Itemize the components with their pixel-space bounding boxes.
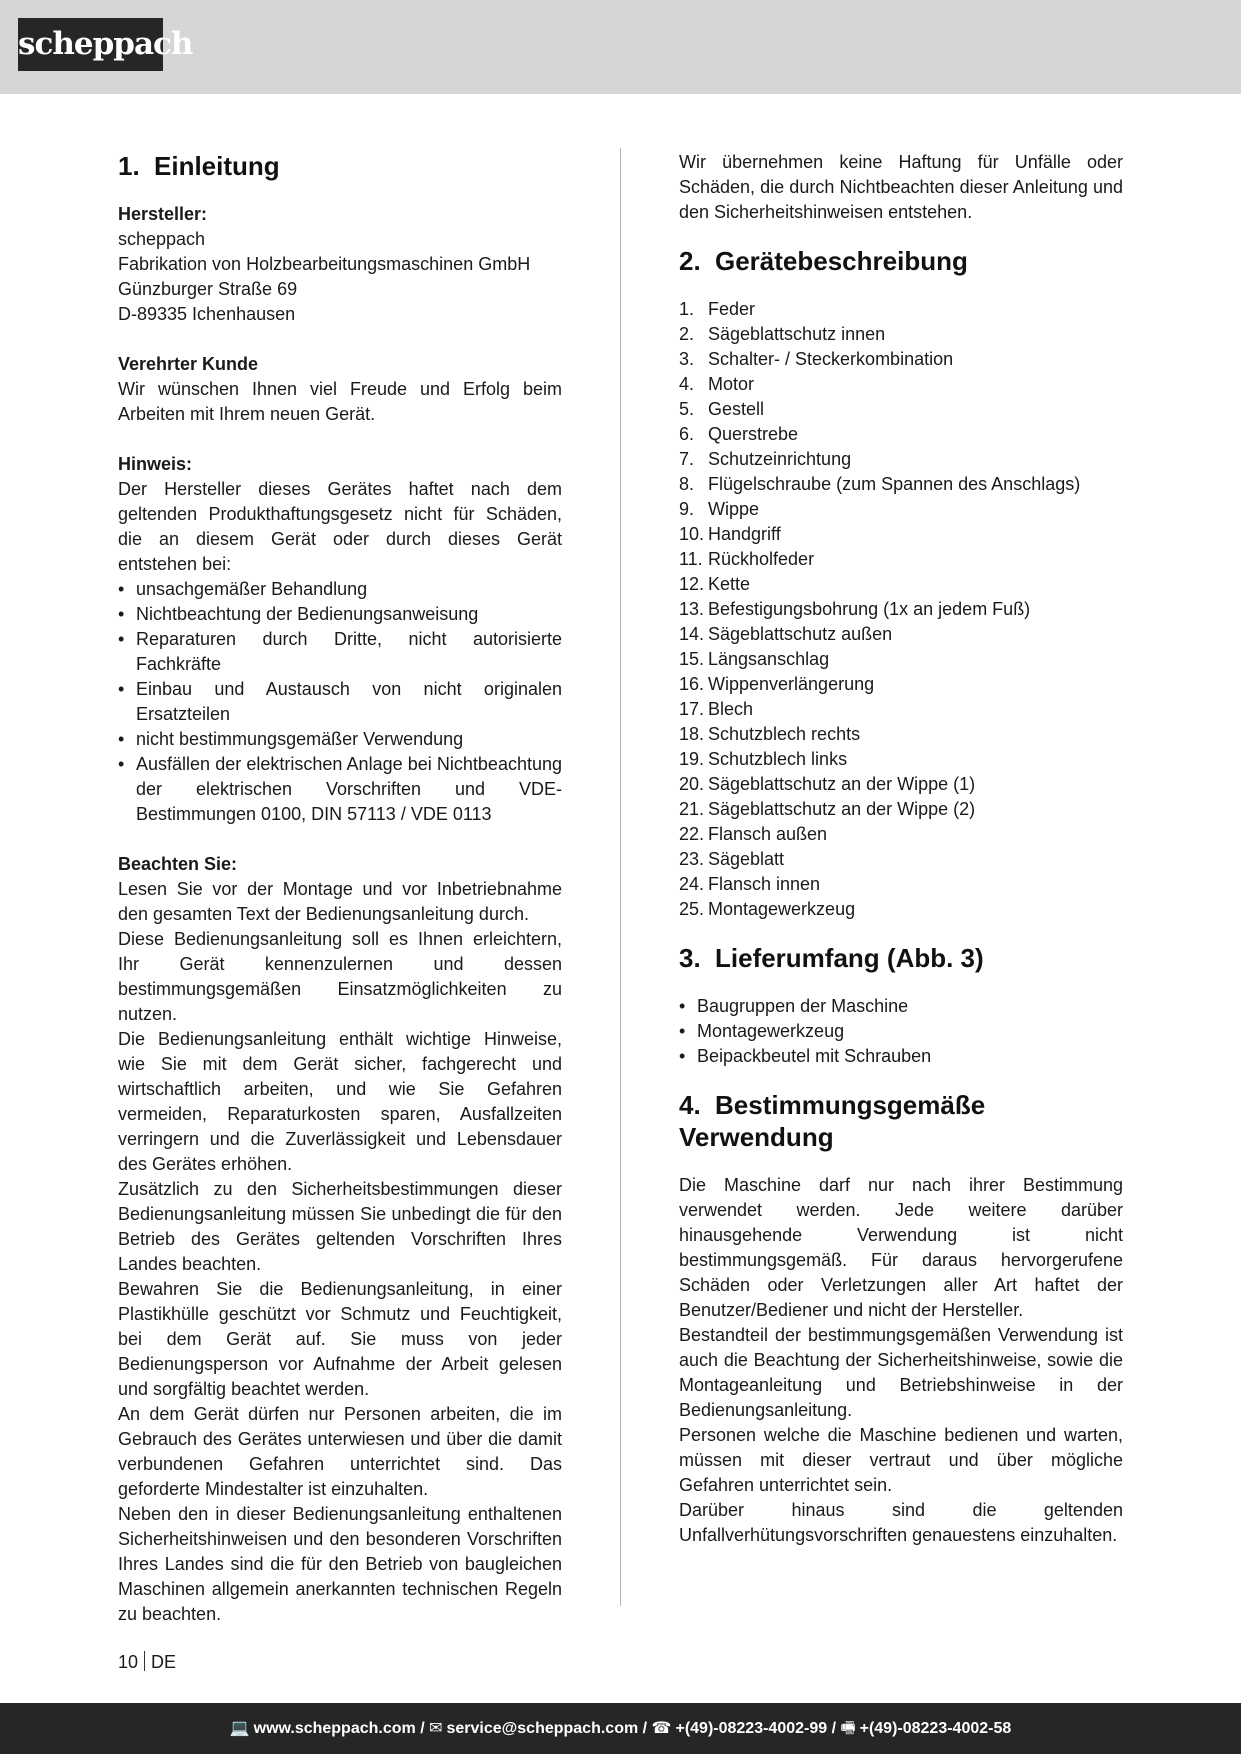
website-link[interactable]: www.scheppach.com <box>253 1720 416 1737</box>
list-item: 8. Flügelschraube (zum Spannen des Anschlags) <box>679 474 1081 494</box>
section-title-device: 2. Gerätebeschreibung <box>679 246 968 276</box>
list-item: • Baugruppen der Maschine <box>679 994 1123 1019</box>
list-item: 12. Kette <box>679 574 751 594</box>
observe-paragraph: Zusätzlich zu den Sicherheitsbestimmungen dieser Bedienungsanleitung müssen Sie unbedingt die für den Betrieb des Gerätes geltenden Vorschriften Ihres Landes beachten. <box>118 1179 562 1274</box>
right-column <box>679 150 1123 1548</box>
phone-number: +(49)-08223-4002-99 <box>675 1720 828 1737</box>
list-item: 14. Sägeblattschutz außen <box>679 624 893 644</box>
contact-bar: 💻 www.scheppach.com / ✉ service@scheppach.com / ☎ +(49)-08223-4002-99 / 🖷 +(49)-08223-4002-58 <box>0 1703 1241 1754</box>
list-item: 21. Sägeblattschutz an der Wippe (2) <box>679 799 976 819</box>
customer-text: Wir wünschen Ihnen viel Freude und Erfolg beim Arbeiten mit Ihrem neuen Gerät. <box>118 379 562 424</box>
section-title-use: 4. Bestimmungsgemäße Verwendung <box>679 1090 986 1152</box>
list-item: 7. Schutzeinrichtung <box>679 449 852 469</box>
observe-label: Beachten Sie: <box>118 854 238 874</box>
observe-paragraph: Neben den in dieser Bedienungsanleitung enthaltenen Sicherheitshinweisen und den besonderen Vorschriften Ihres Landes sind die für den Betrieb von baugleichen Maschinen allgemein anerkannten technischen Regeln zu beachten. <box>118 1504 562 1624</box>
manufacturer-line: D-89335 Ichenhausen <box>118 304 296 324</box>
delivery-list <box>679 994 1123 1069</box>
list-item: 19. Schutzblech links <box>679 749 848 769</box>
monitor-icon: 💻 <box>229 1720 250 1737</box>
list-item: • Montagewerkzeug <box>679 1019 1123 1044</box>
section-title-intro: 1. Einleitung <box>118 151 280 181</box>
list-item: • unsachgemäßer Behandlung <box>118 577 562 602</box>
left-column <box>118 150 562 1627</box>
list-item: 9. Wippe <box>679 499 760 519</box>
column-divider <box>620 148 621 1606</box>
list-item: 2. Sägeblattschutz innen <box>679 324 886 344</box>
list-item: 16. Wippenverlängerung <box>679 674 875 694</box>
use-paragraph: Personen welche die Maschine bedienen und warten, müssen mit dieser vertraut und über mögliche Gefahren unterrichtet sein. <box>679 1425 1123 1495</box>
customer-label: Verehrter Kunde <box>118 354 259 374</box>
observe-paragraph: Bewahren Sie die Bedienungsanleitung, in einer Plastikhülle geschützt vor Schmutz und Feuchtigkeit, bei dem Gerät auf. Sie muss von jeder Bedienungsperson vor Aufnahme der Arbeit gelesen und sorgfältig beachtet werden. <box>118 1279 562 1399</box>
phone-icon: ☎ <box>651 1720 672 1737</box>
brand-logo: scheppach <box>18 18 163 71</box>
manufacturer-line: Günzburger Straße 69 <box>118 279 298 299</box>
note-list <box>118 577 562 827</box>
list-item: • Einbau und Austausch von nicht originalen Ersatzteilen <box>118 677 562 727</box>
observe-paragraph: Lesen Sie vor der Montage und vor Inbetriebnahme den gesamten Text der Bedienungsanleitung durch. <box>118 879 562 924</box>
observe-paragraph: Die Bedienungsanleitung enthält wichtige Hinweise, wie Sie mit dem Gerät sicher, fachgerecht und wirtschaftlich arbeiten, und wie Sie Gefahren vermeiden, Reparaturkosten sparen, Ausfallzeiten verringern und die Zuverlässigkeit und Lebensdauer des Gerätes erhöhen. <box>118 1029 562 1174</box>
email-link[interactable]: service@scheppach.com <box>446 1720 639 1737</box>
list-item: 15. Längsanschlag <box>679 649 830 669</box>
list-item: 6. Querstrebe <box>679 424 799 444</box>
section-title-delivery: 3. Lieferumfang (Abb. 3) <box>679 943 984 973</box>
list-item: 20. Sägeblattschutz an der Wippe (1) <box>679 774 976 794</box>
list-item: 4. Motor <box>679 374 755 394</box>
list-item: 24. Flansch innen <box>679 874 821 894</box>
observe-paragraph: Diese Bedienungsanleitung soll es Ihnen erleichtern, Ihr Gerät kennenzulernen und dessen bestimmungsgemäßen Einsatzmöglichkeiten zu nutzen. <box>118 929 562 1024</box>
observe-paragraph: An dem Gerät dürfen nur Personen arbeiten, die im Gebrauch des Gerätes unterwiesen und über die damit verbundenen Gefahren unterrichtet sind. Das geforderte Mindestalter ist einzuhalten. <box>118 1404 562 1499</box>
list-item: • Beipackbeutel mit Schrauben <box>679 1044 1123 1069</box>
list-item: 10. Handgriff <box>679 524 781 544</box>
note-text: Der Hersteller dieses Gerätes haftet nach dem geltenden Produkthaftungsgesetz nicht für Schäden, die an diesem Gerät oder durch dieses Gerät entstehen bei: <box>118 479 562 574</box>
fax-number: +(49)-08223-4002-58 <box>859 1720 1012 1737</box>
list-item: • Nichtbeachtung der Bedienungsanweisung <box>118 602 562 627</box>
mail-icon: ✉ <box>429 1720 443 1737</box>
list-item: 13. Befestigungsbohrung (1x an jedem Fuß) <box>679 599 1031 619</box>
list-item: 22. Flansch außen <box>679 824 828 844</box>
use-paragraph: Darüber hinaus sind die geltenden Unfallverhütungsvorschriften genauestens einzuhalten. <box>679 1500 1123 1545</box>
list-item: 25. Montagewerkzeug <box>679 899 856 919</box>
note-label: Hinweis: <box>118 454 193 474</box>
list-item: 5. Gestell <box>679 399 765 419</box>
list-item: 11. Rückholfeder <box>679 549 815 569</box>
list-item: 18. Schutzblech rechts <box>679 724 861 744</box>
list-item: 1. Feder <box>679 299 756 319</box>
device-parts-list <box>679 297 1123 922</box>
manufacturer-label: Hersteller: <box>118 204 208 224</box>
list-item: 23. Sägeblatt <box>679 849 785 869</box>
manufacturer-line: scheppach <box>118 229 206 249</box>
list-item: • Reparaturen durch Dritte, nicht autorisierte Fachkräfte <box>118 627 562 677</box>
list-item: • nicht bestimmungsgemäßer Verwendung <box>118 727 562 752</box>
list-item: • Ausfällen der elektrischen Anlage bei Nichtbeachtung der elektrischen Vorschriften und VDE-Bestimmungen 0100, DIN 57113 / VDE 0113 <box>118 752 562 827</box>
page-header <box>0 0 1241 94</box>
fax-icon: 🖷 <box>840 1720 856 1737</box>
list-item: 3. Schalter- / Steckerkombination <box>679 349 954 369</box>
list-item: 17. Blech <box>679 699 754 719</box>
page-number: 10 DE <box>118 1652 177 1672</box>
use-paragraph: Bestandteil der bestimmungsgemäßen Verwendung ist auch die Beachtung der Sicherheitshinweise, sowie die Montageanleitung und Betriebshinweise in der Bedienungsanleitung. <box>679 1325 1123 1420</box>
use-paragraph: Die Maschine darf nur nach ihrer Bestimmung verwendet werden. Jede weitere darüber hinausgehende Verwendung ist nicht bestimmungsgemäß. Für daraus hervorgerufene Schäden oder Verletzungen aller Art haftet der Benutzer/Bediener und nicht der Hersteller. <box>679 1175 1123 1320</box>
manufacturer-block <box>118 202 562 327</box>
liability-text: Wir übernehmen keine Haftung für Unfälle oder Schäden, die durch Nichtbeachten dieser Anleitung und den Sicherheitshinweisen entstehen. <box>679 152 1123 222</box>
manufacturer-line: Fabrikation von Holzbearbeitungsmaschinen GmbH <box>118 254 531 274</box>
